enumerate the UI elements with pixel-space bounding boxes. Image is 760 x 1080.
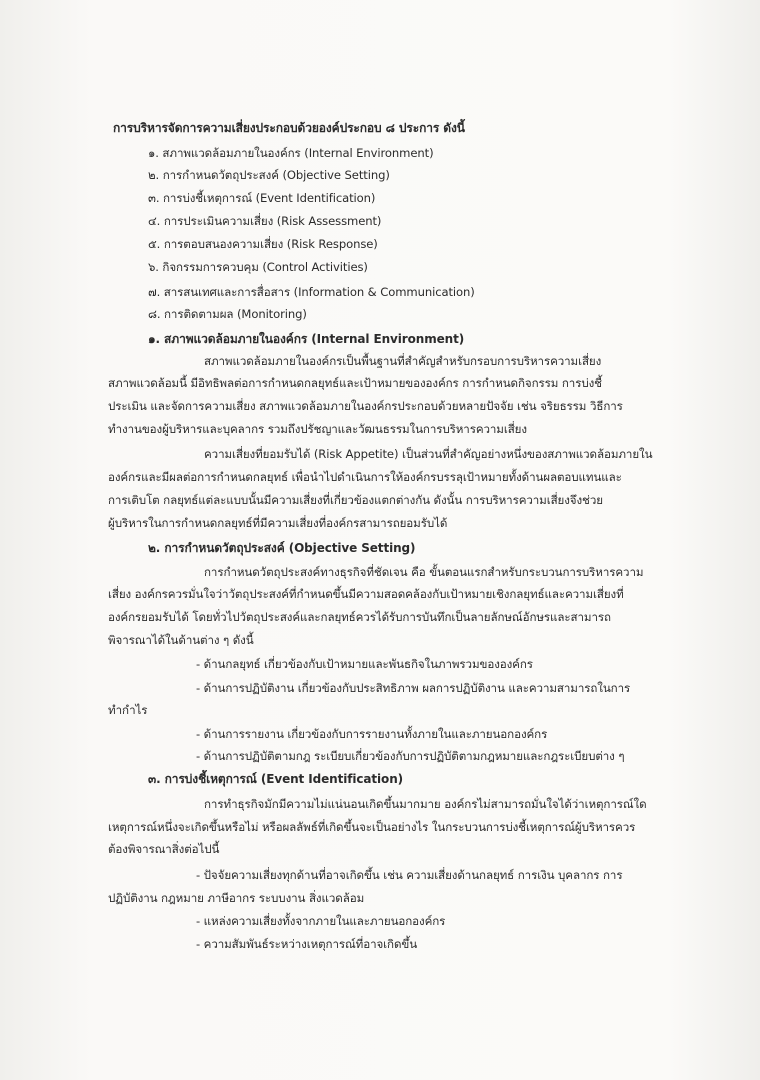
section1-title: ๑. สภาพแวดล้อมภายในองค์กร (Internal Environment): [148, 332, 465, 346]
section3-paragraph-line2: เหตุการณ์หนึ่งจะเกิดขึ้นหรือไม่ หรือผลลัพธ์ที่เกิดขึ้นจะเป็นอย่างไร ในกระบวนการบ่งชี้เหตุการณ์ผู้บริหารควร: [108, 820, 636, 834]
section3-bullet-risk-factors-cont: ปฏิบัติงาน กฎหมาย ภาษีอากร ระบบงาน สิ่งแวดล้อม: [108, 891, 365, 905]
section2-paragraph-line1: การกำหนดวัตถุประสงค์ทางธุรกิจที่ชัดเจน คือ ขั้นตอนแรกสำหรับกระบวนการบริหารความ: [204, 565, 644, 579]
section1-paragraph2-line3: การเติบโต กลยุทธ์แต่ละแบบนั้นมีความเสี่ยงที่เกี่ยวข้องแตกต่างกัน ดังนั้น การบริหารความเสี่ยงจึงช่วย: [108, 493, 603, 507]
document-heading: การบริหารจัดการความเสี่ยงประกอบด้วยองค์ประกอบ ๘ ประการ ดังนี้: [113, 121, 465, 135]
section2-title: ๒. การกำหนดวัตถุประสงค์ (Objective Setting): [148, 541, 416, 555]
section2-paragraph-line3: องค์กรยอมรับได้ โดยทั่วไปวัตถุประสงค์และกลยุทธ์ควรได้รับการบันทึกเป็นลายลักษณ์อักษรและสามารถ: [108, 610, 611, 624]
section3-bullet-risk-sources: - แหล่งความเสี่ยงทั้งจากภายในและภายนอกองค์กร: [196, 914, 446, 928]
section1-paragraph1-line2: สภาพแวดล้อมนี้ มีอิทธิพลต่อการกำหนดกลยุทธ์และเป้าหมายขององค์กร การกำหนดกิจกรรม การบ่งชี้: [108, 376, 602, 390]
component-item-5: ๕. การตอบสนองความเสี่ยง (Risk Response): [148, 237, 378, 251]
section2-bullet-reporting: - ด้านการรายงาน เกี่ยวข้องกับการรายงานทั้งภายในและภายนอกองค์กร: [196, 727, 548, 741]
component-item-8: ๘. การติดตามผล (Monitoring): [148, 307, 307, 321]
section1-paragraph1-line1: สภาพแวดล้อมภายในองค์กรเป็นพื้นฐานที่สำคัญสำหรับกรอบการบริหารความเสี่ยง: [204, 354, 602, 368]
section1-paragraph2-line1: ความเสี่ยงที่ยอมรับได้ (Risk Appetite) เป็นส่วนที่สำคัญอย่างหนึ่งของสภาพแวดล้อมภายใน: [204, 447, 653, 461]
section3-title: ๓. การบ่งชี้เหตุการณ์ (Event Identification): [148, 772, 404, 786]
section2-paragraph-line2: เสี่ยง องค์กรควรมั่นใจว่าวัตถุประสงค์ที่กำหนดขึ้นมีความสอดคล้องกับเป้าหมายเชิงกลยุทธ์และความเสี่ยงที่: [108, 587, 624, 601]
component-item-6: ๖. กิจกรรมการควบคุม (Control Activities): [148, 260, 368, 274]
section2-bullet-operations-cont: ทำกำไร: [108, 703, 148, 717]
component-item-7: ๗. สารสนเทศและการสื่อสาร (Information & Communication): [148, 285, 475, 299]
section2-bullet-operations: - ด้านการปฏิบัติงาน เกี่ยวข้องกับประสิทธิภาพ ผลการปฏิบัติงาน และความสามารถในการ: [196, 681, 631, 695]
section3-bullet-risk-factors: - ปัจจัยความเสี่ยงทุกด้านที่อาจเกิดขึ้น เช่น ความเสี่ยงด้านกลยุทธ์ การเงิน บุคลากร การ: [196, 868, 623, 882]
section2-paragraph-line4: พิจารณาได้ในด้านต่าง ๆ ดังนี้: [108, 633, 254, 647]
component-item-2: ๒. การกำหนดวัตถุประสงค์ (Objective Setting): [148, 168, 390, 182]
component-item-3: ๓. การบ่งชี้เหตุการณ์ (Event Identification): [148, 191, 376, 205]
section3-paragraph-line3: ต้องพิจารณาสิ่งต่อไปนี้: [108, 842, 220, 856]
component-item-4: ๔. การประเมินความเสี่ยง (Risk Assessment): [148, 214, 382, 228]
section2-bullet-compliance: - ด้านการปฏิบัติตามกฎ ระเบียบเกี่ยวข้องกับการปฏิบัติตามกฎหมายและกฎระเบียบต่าง ๆ: [196, 749, 625, 763]
section3-paragraph-line1: การทำธุรกิจมักมีความไม่แน่นอนเกิดขึ้นมากมาย องค์กรไม่สามารถมั่นใจได้ว่าเหตุการณ์ใด: [204, 797, 647, 811]
component-item-1: ๑. สภาพแวดล้อมภายในองค์กร (Internal Environment): [148, 146, 434, 160]
section1-paragraph2-line2: องค์กรและมีผลต่อการกำหนดกลยุทธ์ เพื่อนำไปดำเนินการให้องค์กรบรรลุเป้าหมายทั้งด้านผลตอบแทนและ: [108, 470, 622, 484]
section1-paragraph2-line4: ผู้บริหารในการกำหนดกลยุทธ์ที่มีความเสี่ยงที่องค์กรสามารถยอมรับได้: [108, 516, 448, 530]
section1-paragraph1-line3: ประเมิน และจัดการความเสี่ยง สภาพแวดล้อมภายในองค์กรประกอบด้วยหลายปัจจัย เช่น จริยธรรม วิธีการ: [108, 399, 623, 413]
section1-paragraph1-line4: ทำงานของผู้บริหารและบุคลากร รวมถึงปรัชญาและวัฒนธรรมในการบริหารความเสี่ยง: [108, 422, 527, 436]
section2-bullet-strategy: - ด้านกลยุทธ์ เกี่ยวข้องกับเป้าหมายและพันธกิจในภาพรวมขององค์กร: [196, 657, 533, 671]
section3-bullet-event-relations: - ความสัมพันธ์ระหว่างเหตุการณ์ที่อาจเกิดขึ้น: [196, 937, 418, 951]
